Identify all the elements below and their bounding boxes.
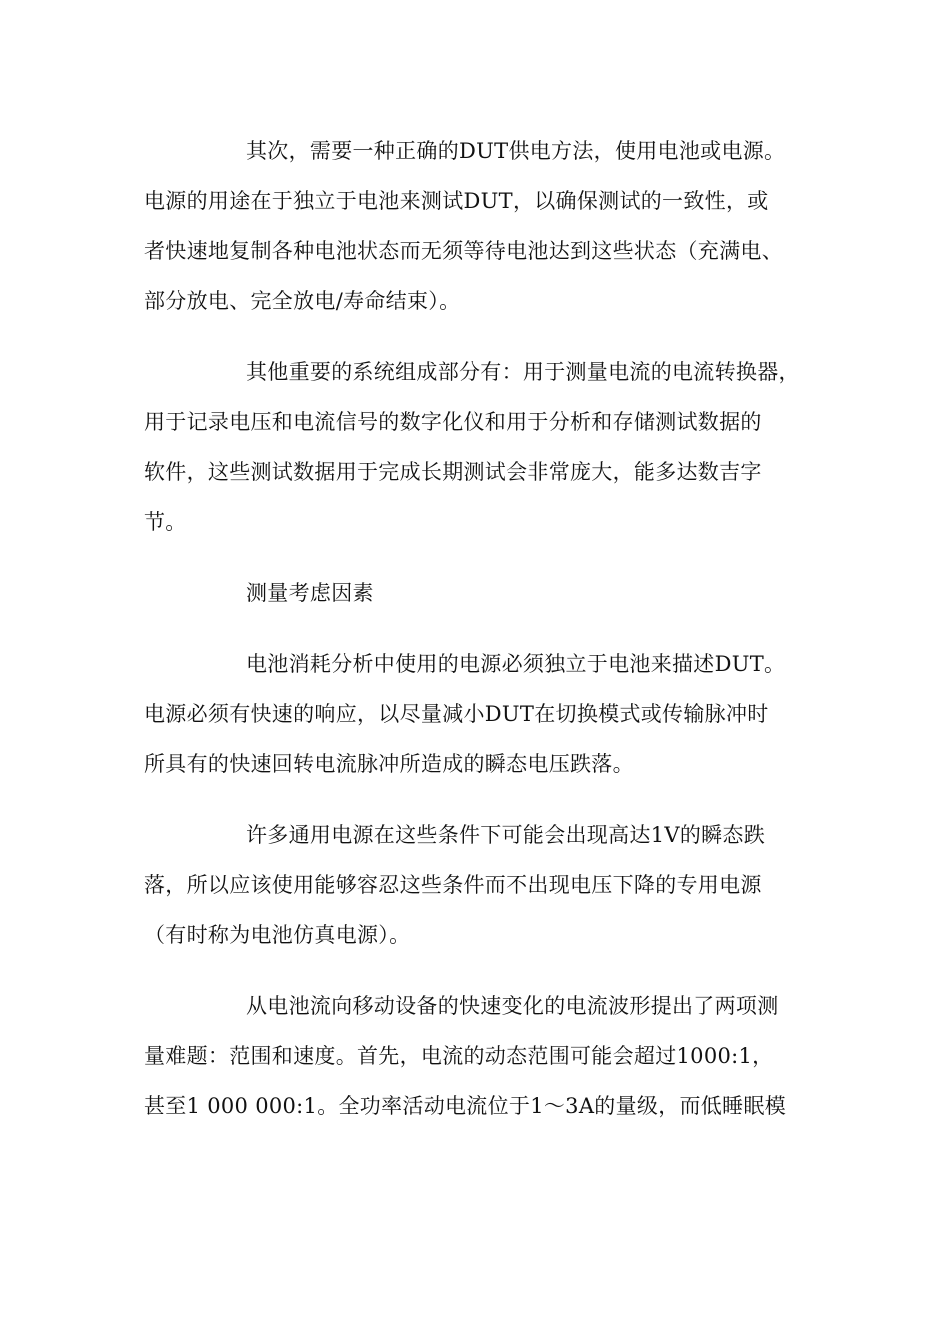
paragraph-4-line-2: 落，所以应该使用能够容忍这些条件而不出现电压下降的专用电源	[144, 873, 762, 897]
paragraph-1-line-3: 者快速地复制各种电池状态而无须等待电池达到这些状态（充满电、	[144, 239, 783, 263]
paragraph-4-line-1: 许多通用电源在这些条件下可能会出现高达1V的瞬态跌	[246, 823, 766, 847]
paragraph-5-line-2: 量难题：范围和速度。首先，电流的动态范围可能会超过1000:1，	[144, 1044, 774, 1068]
paragraph-3-line-3: 所具有的快速回转电流脉冲所造成的瞬态电压跌落。	[144, 752, 634, 776]
section-heading: 测量考虑因素	[246, 581, 374, 605]
paragraph-5-line-3: 甚至1 000 000:1。全功率活动电流位于1～3A的量级，而低睡眠模	[144, 1094, 786, 1118]
paragraph-3-line-2: 电源必须有快速的响应，以尽量减小DUT在切换模式或传输脉冲时	[144, 702, 769, 726]
paragraph-5-line-1: 从电池流向移动设备的快速变化的电流波形提出了两项测	[246, 994, 779, 1018]
paragraph-1-line-4: 部分放电、完全放电/寿命结束）。	[144, 289, 461, 313]
paragraph-1-line-1: 其次，需要一种正确的DUT供电方法，使用电池或电源。	[246, 139, 786, 163]
paragraph-2-line-3: 软件，这些测试数据用于完成长期测试会非常庞大，能多达数吉字	[144, 460, 762, 484]
paragraph-2-line-2: 用于记录电压和电流信号的数字化仪和用于分析和存储测试数据的	[144, 410, 762, 434]
paragraph-4-line-3: （有时称为电池仿真电源）。	[144, 923, 411, 947]
paragraph-3-line-1: 电池消耗分析中使用的电源必须独立于电池来描述DUT。	[246, 652, 786, 676]
paragraph-1-line-2: 电源的用途在于独立于电池来测试DUT，以确保测试的一致性，或	[144, 189, 769, 213]
paragraph-2-line-1: 其他重要的系统组成部分有：用于测量电流的电流转换器，	[246, 360, 800, 384]
paragraph-2-line-4: 节。	[144, 510, 187, 534]
